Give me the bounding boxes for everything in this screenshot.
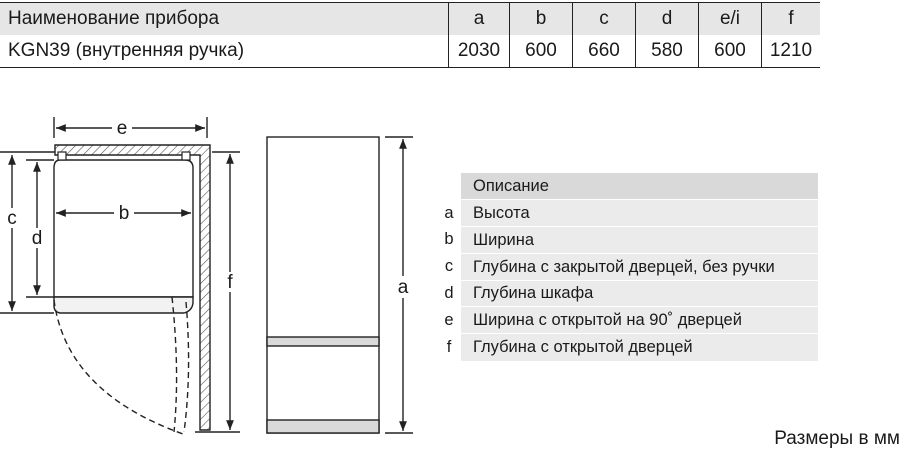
legend-key: f bbox=[437, 334, 461, 361]
legend-key: a bbox=[437, 200, 461, 227]
legend-text: Высота bbox=[461, 199, 818, 227]
legend-row bbox=[437, 307, 818, 334]
legend-key: e bbox=[437, 307, 461, 334]
legend-text: Ширина с открытой на 90˚ дверцей bbox=[461, 306, 818, 334]
legend-row bbox=[437, 227, 818, 254]
top-view bbox=[0, 117, 240, 434]
header-dim-a: a bbox=[449, 3, 510, 36]
door-open-outline bbox=[172, 297, 177, 432]
legend-text: Глубина шкафа bbox=[461, 280, 818, 308]
legend-row bbox=[437, 253, 818, 280]
fridge-body bbox=[54, 160, 193, 297]
value-dim-e: 600 bbox=[699, 35, 762, 68]
legend-text: Глубина с закрытой дверцей, без ручки bbox=[461, 253, 818, 281]
header-dim-b: b bbox=[510, 3, 573, 36]
door-swing-arc bbox=[54, 300, 183, 434]
value-dim-d: 580 bbox=[636, 35, 699, 68]
legend-table bbox=[437, 173, 818, 360]
label-b: b bbox=[118, 203, 130, 224]
value-dim-b: 600 bbox=[510, 35, 573, 68]
value-dim-f: 1210 bbox=[762, 35, 821, 68]
legend-text: Глубина с открытой дверцей bbox=[461, 333, 818, 361]
label-e: e bbox=[116, 118, 128, 139]
header-dim-d: d bbox=[636, 3, 699, 36]
header-dim-c: c bbox=[573, 3, 636, 36]
legend-key: c bbox=[437, 253, 461, 280]
fridge-plinth bbox=[267, 420, 379, 433]
legend-text: Ширина bbox=[461, 226, 818, 254]
legend-key: d bbox=[437, 280, 461, 307]
legend-row bbox=[437, 334, 818, 361]
legend-row bbox=[437, 200, 818, 227]
label-a: a bbox=[397, 277, 409, 298]
appliance-model: KGN39 (внутренняя ручка) bbox=[0, 35, 449, 68]
value-dim-c: 660 bbox=[573, 35, 636, 68]
label-c: c bbox=[7, 208, 17, 229]
label-f: f bbox=[227, 272, 233, 293]
legend-row bbox=[437, 280, 818, 307]
legend-key: b bbox=[437, 227, 461, 254]
header-appliance-name: Наименование прибора bbox=[0, 3, 449, 36]
units-note: Размеры в мм bbox=[774, 428, 900, 449]
front-view bbox=[267, 137, 413, 433]
header-dim-f: f bbox=[762, 3, 821, 36]
header-dim-e: e/i bbox=[699, 3, 762, 36]
value-dim-a: 2030 bbox=[449, 35, 510, 68]
legend-header bbox=[437, 173, 818, 200]
label-d: d bbox=[31, 228, 43, 249]
fridge-divider bbox=[267, 337, 379, 346]
legend-title: Описание bbox=[461, 173, 818, 200]
fridge-front-body bbox=[267, 137, 379, 433]
